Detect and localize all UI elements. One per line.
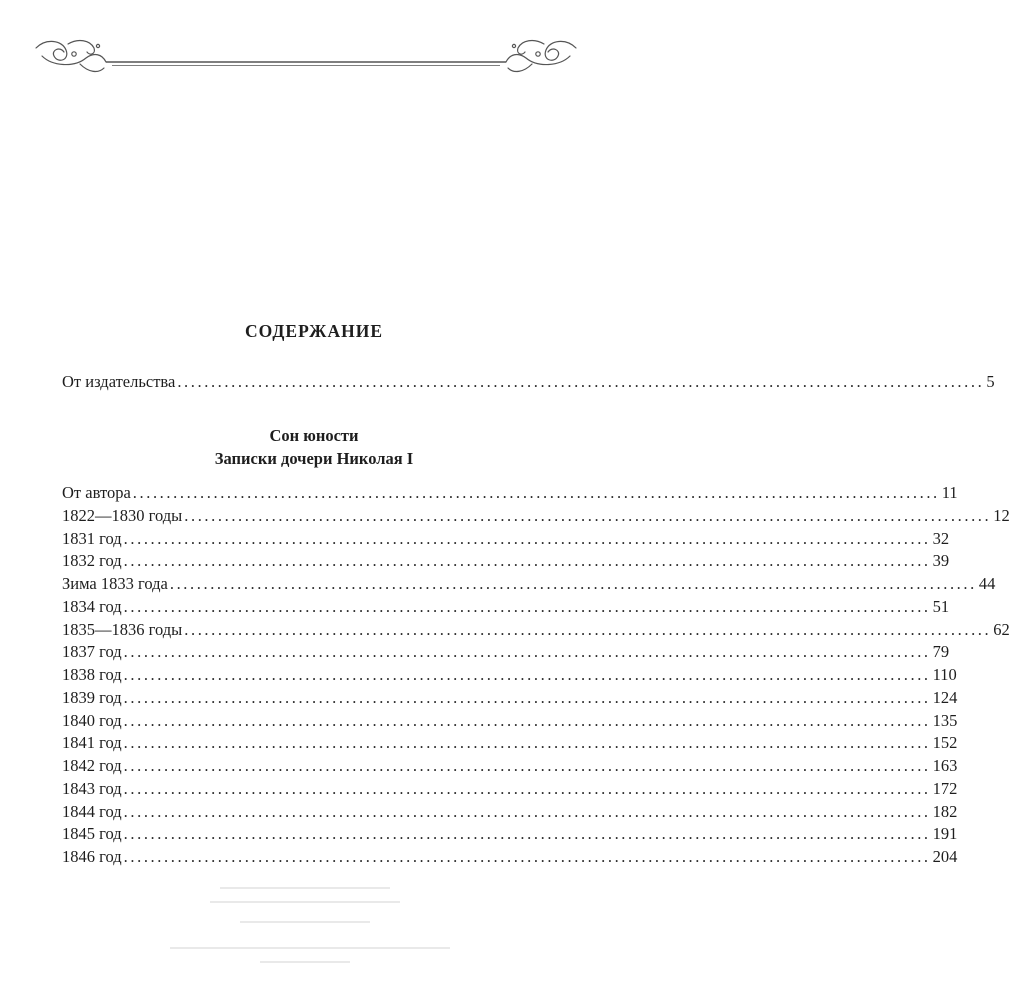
toc-entry-label: 1832 год xyxy=(62,551,122,571)
leader-dots: ........................................................................................................................ xyxy=(123,551,931,571)
toc-entry xyxy=(62,778,958,802)
toc-entry-label: 1843 год xyxy=(62,778,122,798)
toc-entry xyxy=(62,596,950,620)
leader-dots: ........................................................................................................................ xyxy=(184,619,992,639)
toc-entry xyxy=(62,642,950,665)
toc-entry-label: 1839 год xyxy=(62,687,122,707)
toc-entry-publisher xyxy=(62,372,995,395)
toc-entry xyxy=(62,551,950,574)
section-title: Сон юности xyxy=(269,426,359,445)
toc-entry-label: 1834 год xyxy=(62,596,122,616)
toc-entry-page: 79 xyxy=(932,642,950,662)
toc-entry-page: 44 xyxy=(978,574,996,593)
toc-entry-label: От издательства xyxy=(62,372,176,391)
toc-entry-label: 1842 год xyxy=(62,756,122,775)
toc-entry-label: Зима 1833 года xyxy=(62,574,168,593)
leader-dots: ........................................................................................................................ xyxy=(184,505,992,525)
toc-entry-page: 191 xyxy=(932,824,958,844)
toc-entry xyxy=(62,574,996,597)
leader-dots: ........................................................................................................................ xyxy=(123,596,931,616)
toc-entry xyxy=(62,528,950,552)
toc-entry-label: 1835—1836 годы xyxy=(62,619,183,639)
toc-entry xyxy=(62,733,958,756)
toc-entry-page: 62 xyxy=(993,619,1010,639)
toc-entry-page: 11 xyxy=(941,483,958,502)
toc-entry-page: 51 xyxy=(932,596,950,616)
toc-entry xyxy=(62,801,958,825)
toc-entry-page: 172 xyxy=(932,778,958,798)
leader-dots: ........................................................................................................................ xyxy=(169,574,977,593)
leader-dots: ........................................................................................................................ xyxy=(123,756,931,775)
toc-entry xyxy=(62,710,958,734)
toc-entry-label: 1844 год xyxy=(62,801,122,821)
toc-entry-page: 5 xyxy=(986,372,995,391)
toc-entry-label: 1840 год xyxy=(62,710,122,730)
toc-entry xyxy=(62,847,958,870)
leader-dots: ........................................................................................................................ xyxy=(123,528,931,548)
toc-entry-page: 163 xyxy=(932,756,958,775)
toc-entry-page: 135 xyxy=(932,710,958,730)
toc-entry-page: 204 xyxy=(932,847,958,866)
leader-dots: ........................................................................................................................ xyxy=(123,847,931,866)
leader-dots: ........................................................................................................................ xyxy=(123,687,931,707)
leader-dots: ........................................................................................................................ xyxy=(123,824,931,844)
toc-entry xyxy=(62,665,957,688)
toc-entry-page: 124 xyxy=(932,687,958,707)
toc-entry-label: 1841 год xyxy=(62,733,122,753)
leader-dots: ........................................................................................................................ xyxy=(123,665,931,684)
toc-entry-page: 110 xyxy=(932,665,957,684)
toc-entry-page: 182 xyxy=(932,801,958,821)
toc-entry-label: 1831 год xyxy=(62,528,122,548)
toc-entry xyxy=(62,687,958,711)
toc-entry-page: 152 xyxy=(932,733,958,753)
leader-dots: ........................................................................................................................ xyxy=(123,778,931,798)
toc-entry-page: 32 xyxy=(932,528,950,548)
bleed-through-marks xyxy=(150,880,480,980)
toc-entry-page: 12 xyxy=(993,505,1010,525)
toc-entry-label: 1838 год xyxy=(62,665,122,684)
toc-entry-label: 1837 год xyxy=(62,642,122,662)
toc-entry xyxy=(62,756,958,779)
header-ornament xyxy=(32,34,580,78)
toc-entry-label: 1822—1830 годы xyxy=(62,505,183,525)
toc-entry-label: 1846 год xyxy=(62,847,122,866)
leader-dots: ........................................................................................................................ xyxy=(132,483,940,502)
toc-entry xyxy=(62,619,1010,643)
toc-entry xyxy=(62,483,958,506)
section-subtitle: Записки дочери Николая I xyxy=(214,449,414,468)
toc-entry-page: 39 xyxy=(932,551,950,571)
toc-entry-label: 1845 год xyxy=(62,824,122,844)
toc-entry xyxy=(62,505,1010,529)
leader-dots: ........................................................................................................................ xyxy=(177,372,985,391)
contents-heading: СОДЕРЖАНИЕ xyxy=(244,321,383,341)
leader-dots: ........................................................................................................................ xyxy=(123,801,931,821)
toc-entry-label: От автора xyxy=(62,483,131,502)
toc-entry xyxy=(62,824,958,847)
leader-dots: ........................................................................................................................ xyxy=(123,642,931,662)
leader-dots: ........................................................................................................................ xyxy=(123,733,931,753)
leader-dots: ........................................................................................................................ xyxy=(123,710,931,730)
